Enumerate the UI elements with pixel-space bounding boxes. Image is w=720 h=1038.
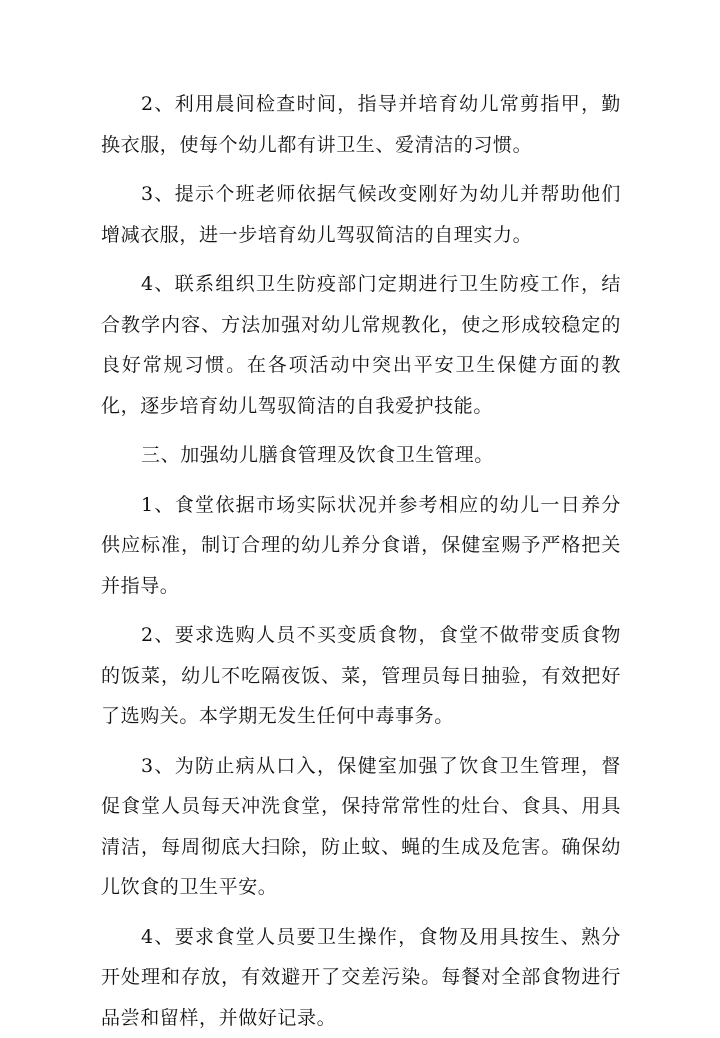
paragraph-4: 1、食堂依据市场实际状况并参考相应的幼儿一日养分供应标准，制订合理的幼儿养分食谱，保健室赐予严格把关并指导。	[101, 485, 621, 607]
paragraph-7: 4、要求食堂人员要卫生操作，食物及用具按生、熟分开处理和存放，有效避开了交差污染。每餐对全部食物进行品尝和留样，并做好记录。	[101, 917, 621, 1038]
paragraph-1: 2、利用晨间检查时间，指导并培育幼儿常剪指甲，勤换衣服，使每个幼儿都有讲卫生、爱清洁的习惯。	[101, 84, 621, 165]
document-body	[101, 84, 621, 1038]
paragraph-2: 3、提示个班老师依据气候改变刚好为幼儿并帮助他们增减衣服，进一步培育幼儿驾驭简洁的自理实力。	[101, 174, 621, 255]
section-heading: 三、加强幼儿膳食管理及饮食卫生管理。	[101, 435, 621, 476]
paragraph-6: 3、为防止病从口入，保健室加强了饮食卫生管理，督促食堂人员每天冲洗食堂，保持常常性的灶台、食具、用具清洁，每周彻底大扫除，防止蚊、蝇的生成及危害。确保幼儿饮食的卫生平安。	[101, 746, 621, 908]
paragraph-3: 4、联系组织卫生防疫部门定期进行卫生防疫工作，结合教学内容、方法加强对幼儿常规教化，使之形成较稳定的良好常规习惯。在各项活动中突出平安卫生保健方面的教化，逐步培育幼儿驾驭简洁的自我爱护技能。	[101, 264, 621, 426]
paragraph-5: 2、要求选购人员不买变质食物，食堂不做带变质食物的饭菜，幼儿不吃隔夜饭、菜，管理员每日抽验，有效把好了选购关。本学期无发生任何中毒事务。	[101, 615, 621, 737]
